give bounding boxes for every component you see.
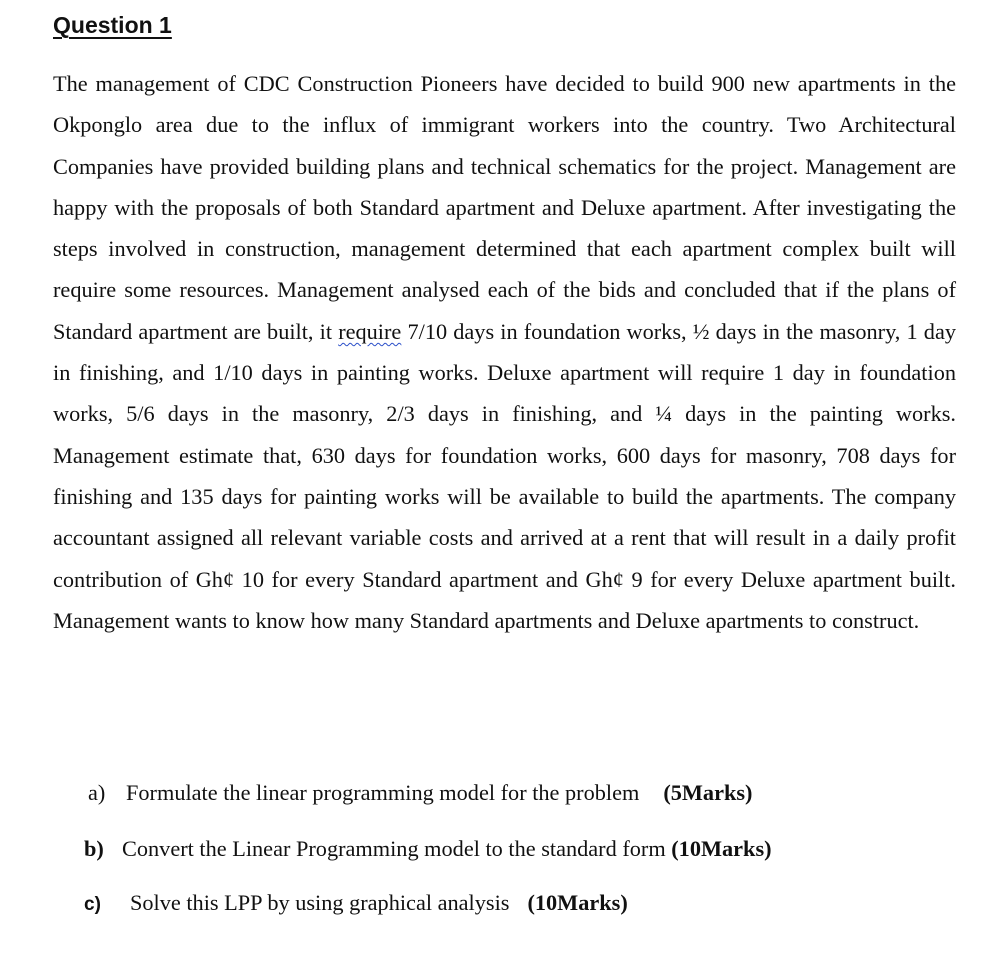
sub-question-b-letter: b): [84, 836, 104, 861]
sub-question-a: [88, 778, 752, 808]
sub-question-c: [84, 888, 628, 920]
sub-question-c-letter: c): [84, 894, 101, 915]
sub-question-b-marks: (10Marks): [671, 836, 772, 861]
sub-question-a-text: Formulate the linear programming model for the problem: [126, 780, 640, 805]
spellcheck-flagged-word[interactable]: require: [338, 318, 402, 344]
sub-question-c-marks: (10Marks): [527, 890, 628, 915]
sub-question-b-text: Convert the Linear Programming model to the standard form: [122, 836, 672, 861]
question-body-text-start: The management of CDC Construction Pioneers have decided to build 900 new apartments in the Okponglo area due to the influx of immigrant workers into the country. Two Architectural Companies have provided building plans and technical schematics for the project. Management are happy with the proposals of both Standard apartment and Deluxe apartment. After investigating the steps involved in construction, management determined that each apartment complex built will require some resources. Management analysed each of the bids and concluded that if the plans of Standard apartment are built, it: [53, 71, 956, 344]
sub-question-a-marks: (5Marks): [663, 780, 753, 805]
question-title: Question 1: [53, 12, 172, 38]
sub-question-c-text: Solve this LPP by using graphical analysis: [130, 890, 510, 915]
question-body-text-end: 7/10 days in foundation works, ½ days in the masonry, 1 day in finishing, and 1/10 days in painting works. Deluxe apartment will require 1 day in foundation works, 5/6 days in the masonry, 2/3 days in finishing, and ¼ days in the painting works. Management estimate that, 630 days for foundation works, 600 days for masonry, 708 days for finishing and 135 days for painting works will be available to build the apartments. The company accountant assigned all relevant variable costs and arrived at a rent that will result in a daily profit contribution of Gh¢ 10 for every Standard apartment and Gh¢ 9 for every Deluxe apartment built. Management wants to know how many Standard apartments and Deluxe apartments to construct.: [53, 318, 956, 633]
question-body: [53, 63, 956, 641]
sub-question-b: [84, 834, 772, 864]
sub-question-a-letter: a): [88, 780, 106, 805]
